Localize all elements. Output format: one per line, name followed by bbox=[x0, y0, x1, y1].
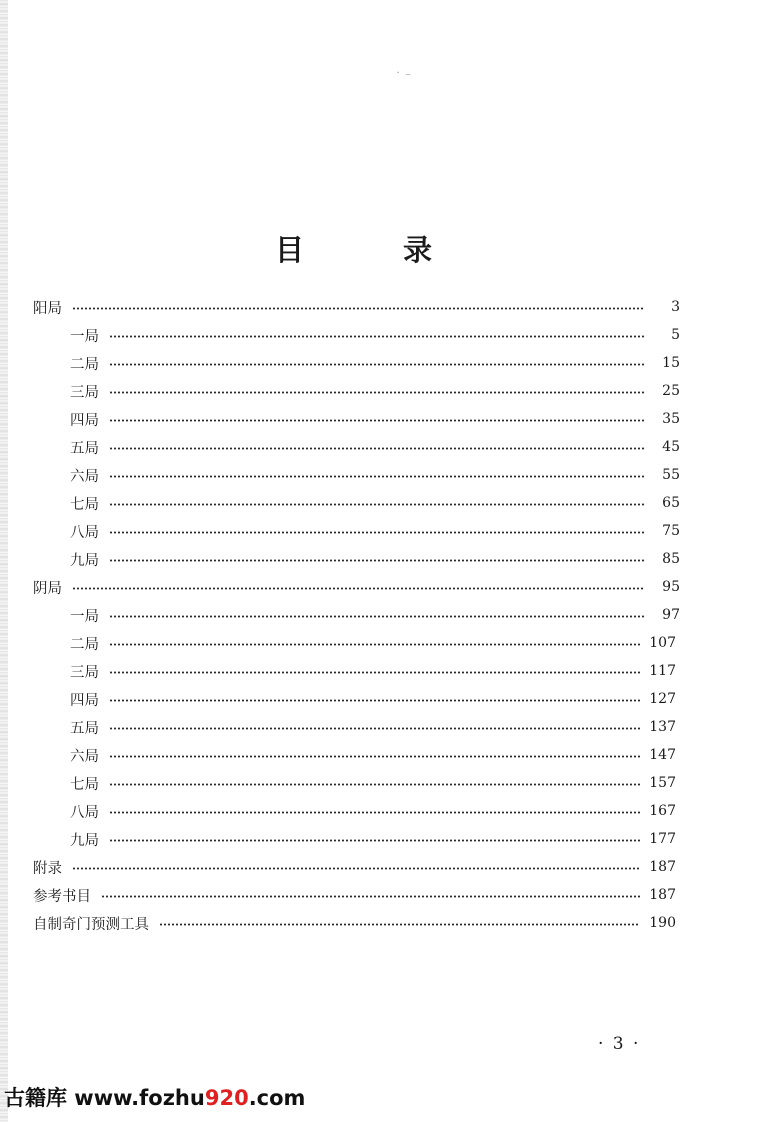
toc-page-number: 75 bbox=[662, 523, 680, 539]
toc-label: 参考书目 bbox=[33, 888, 91, 905]
title-char-1: 目 bbox=[275, 233, 305, 267]
toc-leader-dots bbox=[109, 531, 644, 534]
toc-page-number: 15 bbox=[662, 355, 680, 371]
toc-entry bbox=[70, 828, 676, 850]
toc-label: 自制奇门预测工具 bbox=[33, 916, 149, 933]
toc-label: 七局 bbox=[70, 496, 99, 513]
toc-leader-dots bbox=[109, 783, 640, 786]
toc-page-number: 107 bbox=[649, 635, 676, 651]
toc-page-number: 3 bbox=[671, 299, 680, 315]
toc-leader-dots bbox=[109, 615, 644, 618]
toc-label: 四局 bbox=[70, 692, 99, 709]
toc-leader-dots bbox=[109, 811, 640, 814]
toc-page-number: 167 bbox=[649, 803, 676, 819]
toc-entry bbox=[70, 604, 680, 626]
toc-entry bbox=[70, 632, 676, 654]
toc-entry bbox=[70, 436, 680, 458]
toc-page-number: 187 bbox=[649, 887, 676, 903]
toc-page-number: 117 bbox=[649, 663, 676, 679]
toc-leader-dots bbox=[109, 503, 644, 506]
toc-leader-dots bbox=[109, 643, 640, 646]
toc-label: 六局 bbox=[70, 748, 99, 765]
toc-entry bbox=[70, 408, 680, 430]
toc-label: 阴局 bbox=[33, 580, 62, 597]
toc-page-number: 65 bbox=[662, 495, 680, 511]
toc-leader-dots bbox=[101, 895, 640, 898]
watermark-prefix: 古籍库 www.fozhu bbox=[4, 1086, 205, 1110]
toc-page-number: 187 bbox=[649, 859, 676, 875]
toc-label: 八局 bbox=[70, 804, 99, 821]
toc-page-number: 127 bbox=[649, 691, 676, 707]
toc-page-number: 55 bbox=[662, 467, 680, 483]
toc-leader-dots bbox=[109, 335, 644, 338]
toc-label: 附录 bbox=[33, 860, 62, 877]
toc-label: 七局 bbox=[70, 776, 99, 793]
toc-leader-dots bbox=[109, 699, 640, 702]
toc-entry bbox=[33, 912, 676, 934]
toc-label: 九局 bbox=[70, 832, 99, 849]
toc-page-number: 147 bbox=[649, 747, 676, 763]
toc-entry bbox=[70, 324, 680, 346]
toc-page-number: 25 bbox=[662, 383, 680, 399]
toc-page-number: 177 bbox=[649, 831, 676, 847]
toc-entry bbox=[70, 464, 680, 486]
toc-leader-dots bbox=[159, 923, 640, 926]
toc-leader-dots bbox=[109, 839, 640, 842]
toc-leader-dots bbox=[72, 307, 644, 310]
toc-label: 八局 bbox=[70, 524, 99, 541]
toc-label: 三局 bbox=[70, 664, 99, 681]
toc-entry bbox=[70, 660, 676, 682]
toc-entry bbox=[70, 800, 676, 822]
toc-page-number: 95 bbox=[662, 579, 680, 595]
watermark-suffix: .com bbox=[248, 1086, 306, 1110]
toc-label: 二局 bbox=[70, 636, 99, 653]
page-number: · 3 · bbox=[598, 1034, 641, 1054]
toc-label: 五局 bbox=[70, 440, 99, 457]
toc-leader-dots bbox=[109, 419, 644, 422]
toc-leader-dots bbox=[109, 363, 644, 366]
toc-page-number: 5 bbox=[671, 327, 680, 343]
toc-label: 阳局 bbox=[33, 300, 62, 317]
toc-leader-dots bbox=[109, 727, 640, 730]
scan-speck: ˙ ⁻ bbox=[395, 70, 412, 84]
toc-label: 一局 bbox=[70, 608, 99, 625]
toc-leader-dots bbox=[109, 391, 644, 394]
toc-leader-dots bbox=[109, 559, 644, 562]
toc-page-number: 97 bbox=[662, 607, 680, 623]
watermark-highlight: 920 bbox=[204, 1086, 249, 1110]
toc-page-number: 35 bbox=[662, 411, 680, 427]
title-char-2: 录 bbox=[403, 233, 433, 267]
toc-page-number: 85 bbox=[662, 551, 680, 567]
toc-page-number: 157 bbox=[649, 775, 676, 791]
toc-leader-dots bbox=[109, 755, 640, 758]
toc-entry bbox=[33, 856, 676, 878]
toc-entry bbox=[70, 352, 680, 374]
toc-entry bbox=[70, 716, 676, 738]
toc-entry bbox=[70, 520, 680, 542]
toc-entry bbox=[70, 548, 680, 570]
toc-entry bbox=[70, 380, 680, 402]
toc-leader-dots bbox=[109, 671, 640, 674]
toc-leader-dots bbox=[72, 867, 640, 870]
toc-entry bbox=[70, 492, 680, 514]
toc-label: 五局 bbox=[70, 720, 99, 737]
toc-page-number: 137 bbox=[649, 719, 676, 735]
toc-label: 四局 bbox=[70, 412, 99, 429]
toc-entry bbox=[33, 884, 676, 906]
toc-label: 三局 bbox=[70, 384, 99, 401]
toc-entry bbox=[70, 772, 676, 794]
toc-label: 六局 bbox=[70, 468, 99, 485]
toc-page-number: 45 bbox=[662, 439, 680, 455]
toc-leader-dots bbox=[72, 587, 644, 590]
toc-label: 九局 bbox=[70, 552, 99, 569]
toc-page-number: 190 bbox=[649, 915, 676, 931]
toc-entry bbox=[33, 576, 680, 598]
toc-entry bbox=[70, 744, 676, 766]
toc-entry bbox=[70, 688, 676, 710]
toc-leader-dots bbox=[109, 447, 644, 450]
toc-label: 一局 bbox=[70, 328, 99, 345]
toc-label: 二局 bbox=[70, 356, 99, 373]
watermark bbox=[4, 1082, 305, 1112]
toc-entry bbox=[33, 296, 680, 318]
toc-leader-dots bbox=[109, 475, 644, 478]
